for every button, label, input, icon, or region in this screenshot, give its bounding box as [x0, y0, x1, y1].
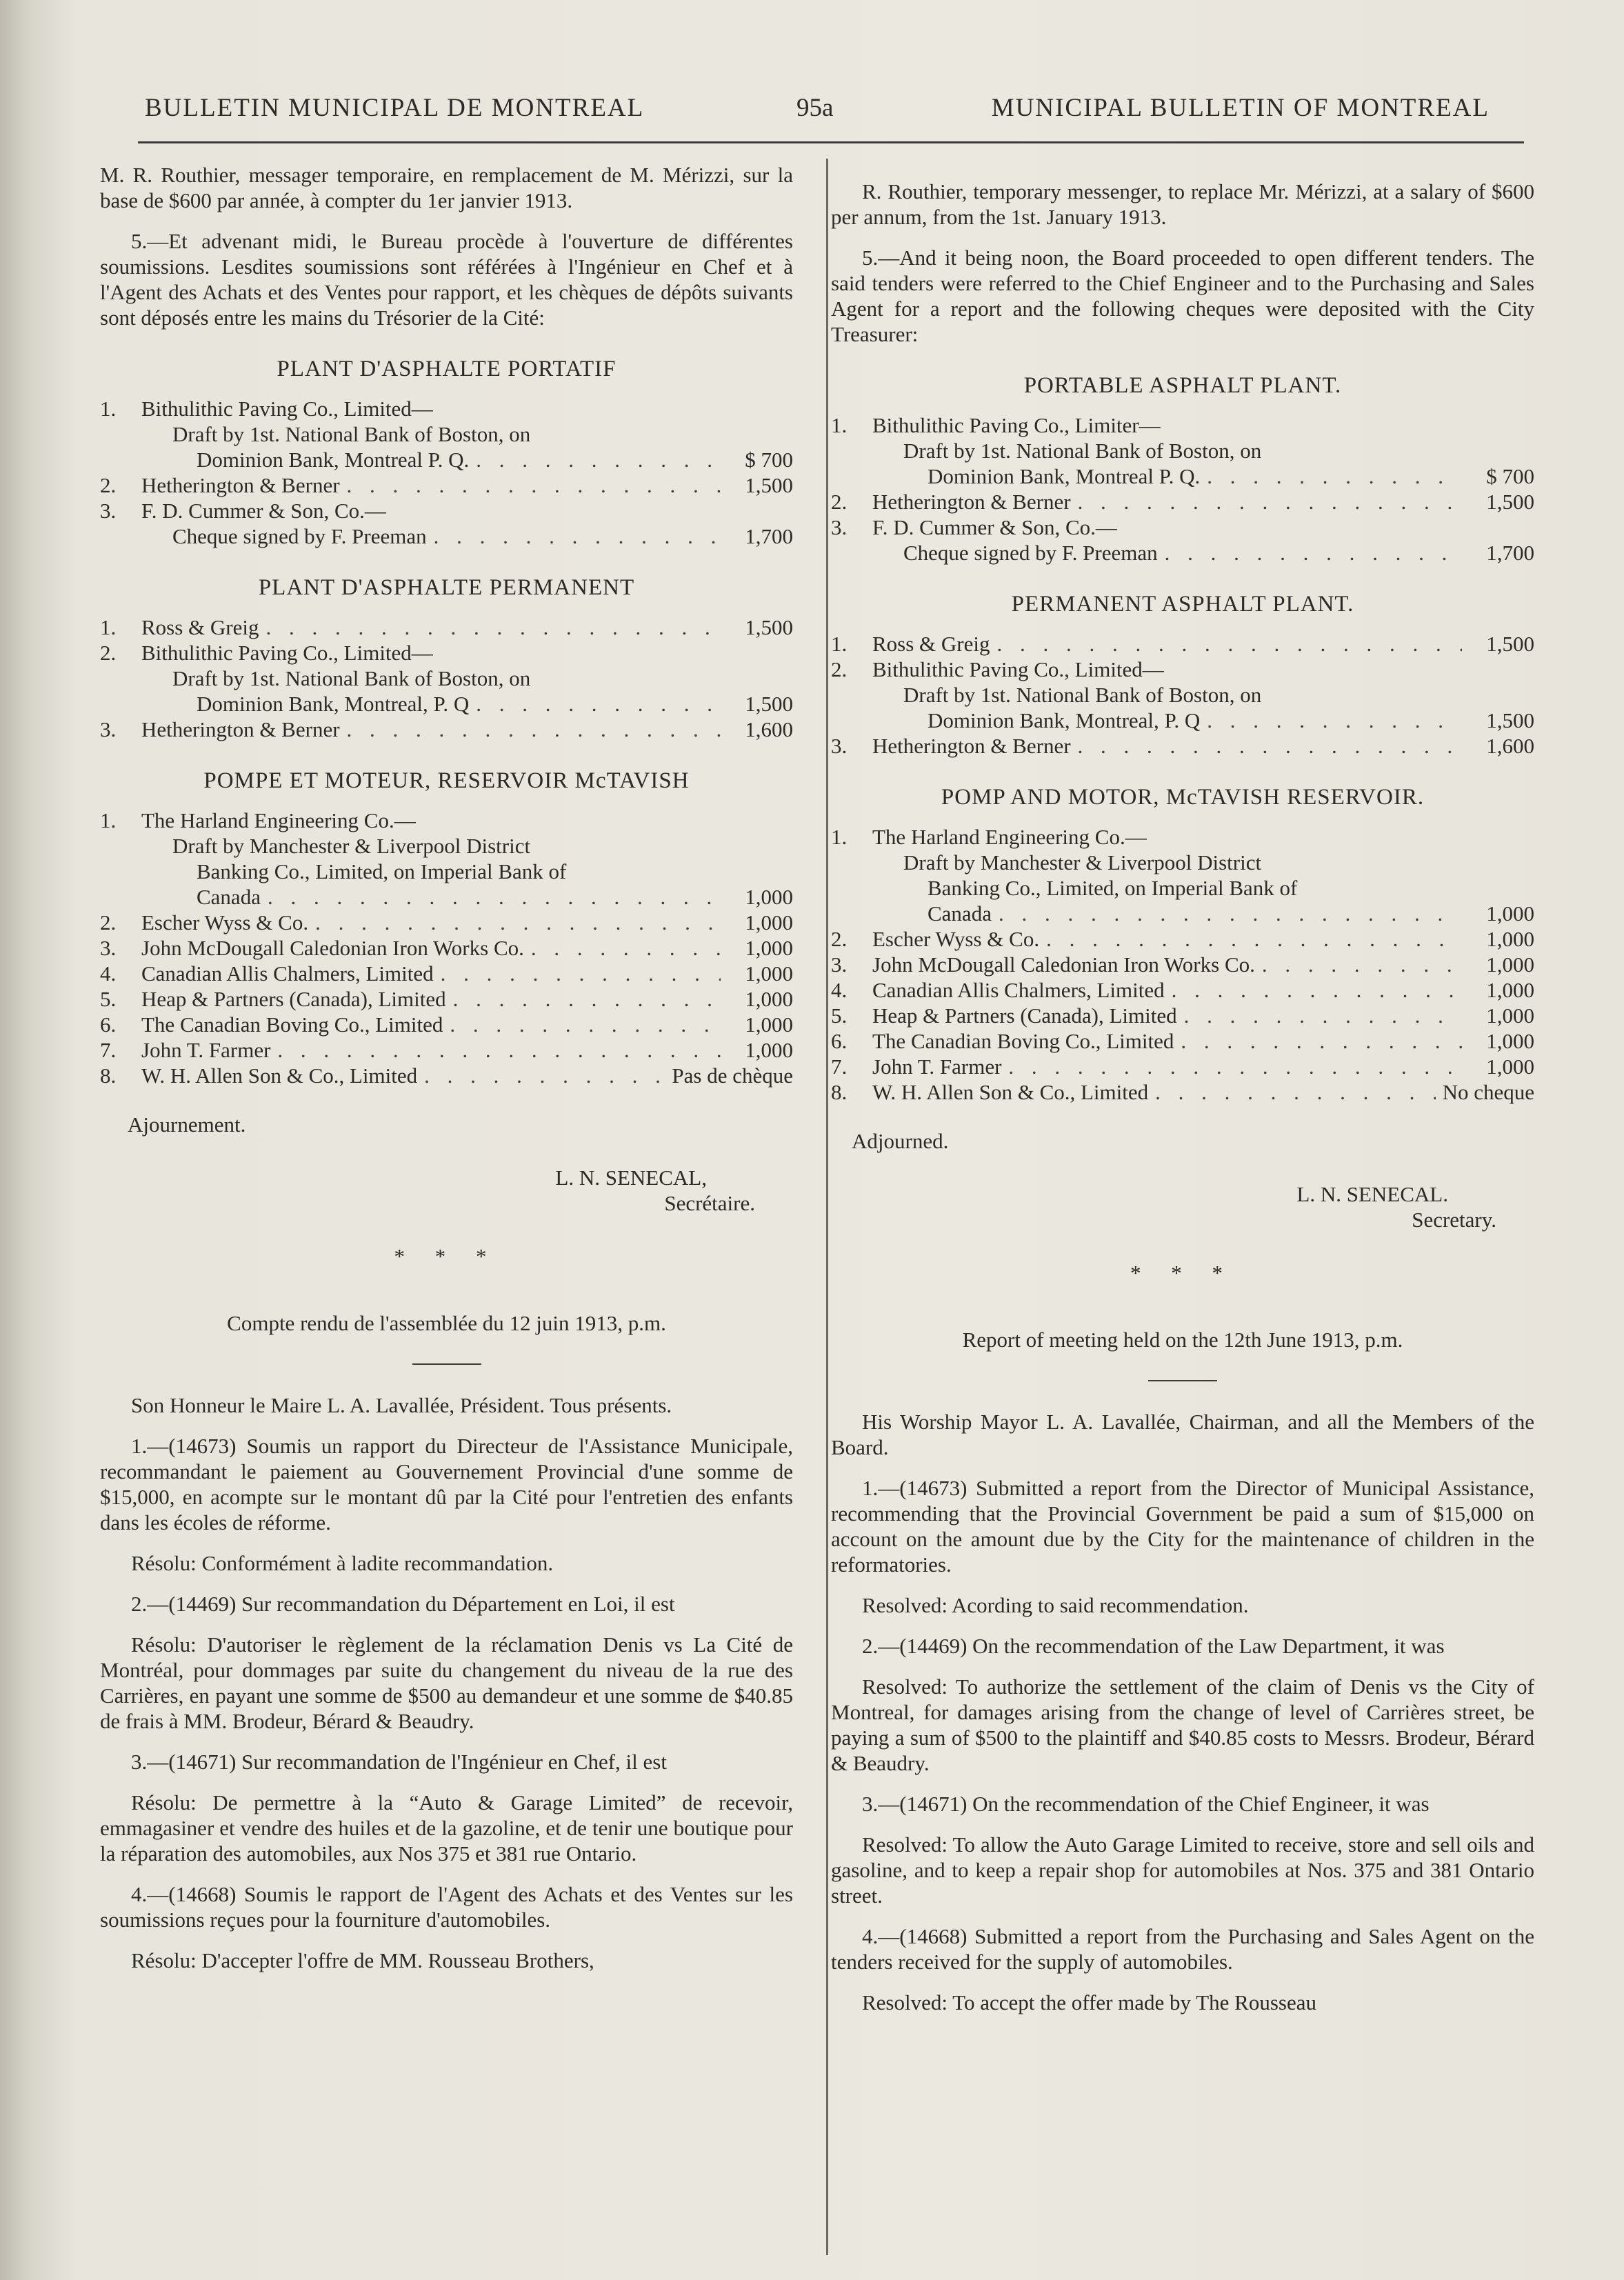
item-name: Bithulithic Paving Co., Limited— [141, 397, 433, 421]
item-number: 4. [100, 961, 117, 986]
leader-dots [1181, 1028, 1462, 1054]
item-name: Ross & Greig [141, 615, 259, 639]
item-amount: 1,000 [1486, 1003, 1534, 1028]
header-title-fr: BULLETIN MUNICIPAL DE MONTREAL [145, 94, 645, 122]
item-name: Hetherington & Berner [872, 734, 1071, 758]
item-amount: 1,700 [1486, 541, 1534, 565]
item-amount: 1,500 [745, 615, 793, 639]
leader-dots [268, 884, 721, 910]
leader-dots [424, 1063, 665, 1088]
item-line [872, 977, 1534, 1003]
item-line [141, 910, 793, 935]
item-line [141, 1063, 793, 1088]
item-detail: Draft by 1st. National Bank of Boston, on [172, 422, 531, 446]
item-amount: No cheque [1442, 1080, 1534, 1104]
section-title: PERMANENT ASPHALT PLANT. [1011, 592, 1354, 617]
section-title: PLANT D'ASPHALTE PORTATIF [277, 357, 616, 381]
resolution-text: Résolu: De permettre à la “Auto & Garage Limited” de recevoir, emmagasiner et vendre des huiles et de la gazoline, et de tenir une boutique pour la réparation des automobiles, aux Nos 375 et 381 rue Ontario. [100, 1790, 793, 1866]
item-number: 7. [831, 1054, 848, 1079]
item-name: Bithulithic Paving Co., Limited— [872, 657, 1164, 681]
item-amount: $ 700 [745, 448, 793, 472]
minute-item: 2.—(14469) Sur recommandation du Département en Loi, il est [131, 1592, 675, 1616]
item-amount: 1,700 [745, 524, 793, 548]
item-name: Heap & Partners (Canada), Limited [872, 1003, 1177, 1028]
item-number: 2. [100, 910, 117, 934]
item-line [141, 691, 793, 717]
list-item [100, 472, 793, 498]
minute-item: 3.—(14671) On the recommendation of the Chief Engineer, it was [862, 1792, 1430, 1816]
leader-dots [266, 614, 721, 640]
leader-dots [277, 1037, 721, 1063]
attendance-text: His Worship Mayor L. A. Lavallée, Chairman, and all the Members of the Board. [831, 1410, 1534, 1459]
item-detail: Dominion Bank, Montreal P. Q. [928, 464, 1201, 488]
item-amount: 1,000 [745, 987, 793, 1011]
leader-dots [1046, 926, 1462, 952]
item-amount: 1,000 [745, 936, 793, 960]
item-line [872, 733, 1534, 759]
page-header [145, 93, 1490, 128]
list-item [831, 977, 1534, 1003]
attendance-text: Son Honneur le Maire L. A. Lavallée, Président. Tous présents. [131, 1393, 672, 1417]
item-line [141, 986, 793, 1012]
column-divider [826, 159, 828, 2255]
leader-dots [1078, 733, 1462, 759]
item-amount: 1,500 [1486, 708, 1534, 732]
item-amount: 1,000 [745, 1038, 793, 1062]
item-detail: Banking Co., Limited, on Imperial Bank of [197, 859, 567, 883]
item-amount: 1,500 [745, 473, 793, 497]
item-detail: Draft by 1st. National Bank of Boston, on [903, 683, 1262, 707]
item-line [141, 1037, 793, 1063]
item-name: Bithulithic Paving Co., Limited— [141, 641, 433, 665]
minute-item: 2.—(14469) On the recommendation of the Law Department, it was [862, 1634, 1445, 1658]
item-line [872, 1079, 1534, 1105]
leader-dots [347, 472, 721, 498]
item-amount: $ 700 [1486, 464, 1534, 488]
item-number: 2. [831, 657, 848, 681]
list-item [100, 640, 793, 717]
leader-dots [476, 691, 721, 717]
item-amount: 1,000 [1486, 1054, 1534, 1079]
intro-paragraph: R. Routhier, temporary messenger, to replace Mr. Mérizzi, at a salary of $600 per annum, from the 1st. January 1913. [831, 179, 1534, 229]
intro-paragraph: M. R. Routhier, messager temporaire, en remplacement de M. Mérizzi, sur la base de $600 par année, à compter du 1er janvier 1913. [100, 163, 793, 212]
leader-dots [1207, 463, 1462, 489]
item-detail: Draft by Manchester & Liverpool District [903, 850, 1262, 874]
item-number: 7. [100, 1038, 117, 1062]
list-item [831, 489, 1534, 514]
item-name: Escher Wyss & Co. [872, 927, 1040, 951]
item-detail: Canada [928, 901, 992, 926]
list-item [100, 1037, 793, 1063]
leader-dots [1078, 489, 1462, 514]
section-title: PLANT D'ASPHALTE PERMANENT [258, 575, 635, 600]
section-separator: * * * [394, 1244, 499, 1268]
resolution-text: Resolved: To accept the offer made by The Rousseau [862, 1990, 1316, 2014]
item-number: 1. [100, 615, 117, 639]
item-amount: 1,000 [745, 910, 793, 934]
item-amount: 1,000 [1486, 1029, 1534, 1053]
french-column [100, 162, 793, 1988]
short-rule [412, 1363, 481, 1365]
item-detail: Cheque signed by F. Preeman [903, 541, 1158, 565]
item-detail: Canada [197, 885, 261, 909]
header-rule [138, 141, 1524, 143]
item-line [141, 717, 793, 742]
item-amount: 1,500 [1486, 632, 1534, 656]
item-name: John McDougall Caledonian Iron Works Co. [141, 936, 524, 960]
list-item [100, 614, 793, 640]
adjourned-text: Adjourned. [852, 1129, 949, 1153]
item-line [141, 961, 793, 986]
item-line [872, 489, 1534, 514]
english-column [831, 162, 1534, 2030]
signature-name: L. N. SENECAL, [555, 1166, 707, 1190]
minute-item: 4.—(14668) Soumis le rapport de l'Agent des Achats et des Ventes sur les soumissions reçues pour la fourniture d'automobiles. [100, 1882, 793, 1932]
item-number: 3. [831, 734, 848, 758]
item-amount: 1,000 [745, 1012, 793, 1037]
item-number: 2. [831, 490, 848, 514]
item-number: 1. [100, 808, 117, 832]
section-title: PORTABLE ASPHALT PLANT. [1023, 373, 1342, 398]
resolution-text: Résolu: D'accepter l'offre de MM. Rousseau Brothers, [131, 1948, 594, 1972]
leader-dots [1155, 1079, 1435, 1105]
item-name: John McDougall Caledonian Iron Works Co. [872, 952, 1255, 977]
item-detail: Cheque signed by F. Preeman [172, 524, 427, 548]
item-number: 6. [100, 1012, 117, 1037]
leader-dots [315, 910, 721, 935]
item-number: 1. [831, 413, 848, 437]
item-line [872, 1003, 1534, 1028]
item-name: The Canadian Boving Co., Limited [872, 1029, 1174, 1053]
minute-item: 3.—(14671) Sur recommandation de l'Ingénieur en Chef, il est [131, 1750, 667, 1774]
item-name: W. H. Allen Son & Co., Limited [141, 1063, 418, 1088]
item-line [872, 463, 1534, 489]
list-item [100, 808, 793, 910]
leader-dots [1262, 952, 1462, 977]
item-line [872, 926, 1534, 952]
item-number: 3. [100, 936, 117, 960]
leader-dots [1207, 708, 1462, 733]
signature-title: Secrétaire. [664, 1191, 755, 1215]
section-title: POMP AND MOTOR, McTAVISH RESERVOIR. [941, 785, 1425, 810]
item-number: 8. [831, 1080, 848, 1104]
tenders-paragraph: 5.—Et advenant midi, le Bureau procède à l'ouverture de différentes soumissions. Lesdites soumissions sont référées à l'Ingénieur en Chef et à l'Agent des Achats et des Ventes pour rapport, et les chèques de dépôts suivants sont déposés entre les mains du Trésorier de la Cité: [100, 229, 793, 330]
item-number: 3. [100, 717, 117, 741]
item-line [141, 1012, 793, 1037]
item-detail: Draft by 1st. National Bank of Boston, on [903, 439, 1262, 463]
header-title-en: MUNICIPAL BULLETIN OF MONTREAL [991, 94, 1490, 122]
item-amount: 1,000 [1486, 952, 1534, 977]
resolution-text: Resolved: Acording to said recommendation. [862, 1593, 1249, 1617]
list-item [100, 1063, 793, 1088]
leader-dots [1184, 1003, 1462, 1028]
minute-item: 4.—(14668) Submitted a report from the Purchasing and Sales Agent on the tenders received for the supply of automobiles. [831, 1924, 1534, 1974]
list-item [100, 935, 793, 961]
list-item [831, 926, 1534, 952]
signature-title: Secretary. [1412, 1208, 1496, 1232]
leader-dots [434, 523, 721, 549]
item-number: 3. [100, 499, 117, 523]
leader-dots [1008, 1054, 1462, 1079]
item-number: 5. [831, 1003, 848, 1028]
adjourned-text: Ajournement. [128, 1112, 246, 1137]
leader-dots [531, 935, 721, 961]
leader-dots [347, 717, 721, 742]
item-name: Hetherington & Berner [141, 717, 340, 741]
list-item [100, 961, 793, 986]
item-line [872, 708, 1534, 733]
item-detail: Banking Co., Limited, on Imperial Bank of [928, 876, 1298, 900]
item-name: Escher Wyss & Co. [141, 910, 309, 934]
item-name: F. D. Cummer & Son, Co.— [141, 499, 386, 523]
resolution-text: Resolved: To allow the Auto Garage Limited to receive, store and sell oils and gasoline, and to keep a repair shop for automobiles at Nos. 375 and 381 Ontario street. [831, 1832, 1534, 1908]
item-name: The Canadian Boving Co., Limited [141, 1012, 443, 1037]
signature-block [100, 1165, 793, 1216]
item-line [141, 447, 793, 472]
leader-dots [441, 961, 721, 986]
list-item [831, 1003, 1534, 1028]
item-line [872, 1028, 1534, 1054]
report-title: Compte rendu de l'assemblée du 12 juin 1913, p.m. [227, 1311, 666, 1335]
item-number: 3. [831, 952, 848, 977]
resolution-text: Résolu: D'autoriser le règlement de la réclamation Denis vs La Cité de Montréal, pour dommages par suite du changement du niveau de la rue des Carrières, en payant une somme de $500 au demandeur et une somme de $40.85 de frais à MM. Brodeur, Bérard & Beaudry. [100, 1632, 793, 1733]
item-line [872, 1054, 1534, 1079]
item-amount: 1,500 [1486, 490, 1534, 514]
item-line [141, 614, 793, 640]
list-item [831, 631, 1534, 657]
minute-item: 1.—(14673) Soumis un rapport du Directeur de l'Assistance Municipale, recommandant le paiement au Gouvernement Provincial d'une somme de $15,000, en acompte sur le montant dû par la Cité pour l'entretien des enfants dans les écoles de réforme. [100, 1434, 793, 1534]
item-number: 8. [100, 1063, 117, 1088]
item-line [141, 935, 793, 961]
item-name: Canadian Allis Chalmers, Limited [141, 961, 434, 986]
item-amount: 1,000 [1486, 978, 1534, 1002]
item-number: 4. [831, 978, 848, 1002]
item-detail: Dominion Bank, Montreal, P. Q [197, 692, 470, 716]
signature-block [831, 1181, 1534, 1232]
item-name: John T. Farmer [872, 1054, 1002, 1079]
item-line [141, 472, 793, 498]
resolution-text: Resolved: To authorize the settlement of the claim of Denis vs the City of Montreal, for damages arising from the change of level of Carrières street, be paying a sum of $500 to the plaintiff and $40.85 costs to Messrs. Brodeur, Bérard & Beaudry. [831, 1674, 1534, 1775]
item-name: W. H. Allen Son & Co., Limited [872, 1080, 1149, 1104]
list-item [831, 412, 1534, 489]
item-line [872, 540, 1534, 566]
list-item [831, 657, 1534, 733]
leader-dots [999, 901, 1462, 926]
list-item [100, 986, 793, 1012]
item-detail: Dominion Bank, Montreal P. Q. [197, 448, 470, 472]
item-number: 5. [100, 987, 117, 1011]
item-amount: 1,000 [1486, 927, 1534, 951]
item-name: John T. Farmer [141, 1038, 271, 1062]
list-item [100, 717, 793, 742]
item-name: The Harland Engineering Co.— [141, 808, 416, 832]
item-amount: Pas de chèque [672, 1063, 793, 1088]
tenders-paragraph: 5.—And it being noon, the Board proceeded to open different tenders. The said tenders were referred to the Chief Engineer and to the Purchasing and Sales Agent for a report and the following cheques were deposited with the City Treasurer: [831, 246, 1534, 346]
list-item [831, 733, 1534, 759]
signature-name: L. N. SENECAL. [1296, 1182, 1448, 1206]
list-item [100, 910, 793, 935]
item-line [872, 901, 1534, 926]
section-separator: * * * [1130, 1261, 1235, 1285]
list-item [100, 1012, 793, 1037]
report-title: Report of meeting held on the 12th June 1913, p.m. [962, 1328, 1403, 1352]
item-number: 2. [831, 927, 848, 951]
item-amount: 1,000 [745, 961, 793, 986]
leader-dots [476, 447, 721, 472]
item-detail: Dominion Bank, Montreal, P. Q [928, 708, 1201, 732]
item-line [872, 952, 1534, 977]
leader-dots [1165, 540, 1462, 566]
list-item [831, 514, 1534, 566]
item-number: 1. [831, 825, 848, 849]
leader-dots [453, 986, 721, 1012]
item-amount: 1,600 [1486, 734, 1534, 758]
item-detail: Draft by 1st. National Bank of Boston, on [172, 666, 531, 690]
leader-dots [450, 1012, 721, 1037]
item-name: Heap & Partners (Canada), Limited [141, 987, 446, 1011]
short-rule [1148, 1380, 1217, 1381]
item-amount: 1,500 [745, 692, 793, 716]
item-amount: 1,000 [745, 885, 793, 909]
item-name: Hetherington & Berner [141, 473, 340, 497]
item-name: The Harland Engineering Co.— [872, 825, 1147, 849]
list-item [831, 1054, 1534, 1079]
item-line [141, 523, 793, 549]
item-line [872, 631, 1534, 657]
item-amount: 1,000 [1486, 901, 1534, 926]
list-item [100, 396, 793, 472]
item-number: 2. [100, 473, 117, 497]
item-number: 1. [831, 632, 848, 656]
item-name: Ross & Greig [872, 632, 990, 656]
item-number: 6. [831, 1029, 848, 1053]
minute-item: 1.—(14673) Submitted a report from the Director of Municipal Assistance, recommending that the Provincial Government be paid a sum of $15,000 on account on the amount due by the City for the maintenance of children in the reformatories. [831, 1476, 1534, 1577]
page-number: 95a [796, 94, 834, 122]
item-name: F. D. Cummer & Son, Co.— [872, 515, 1117, 539]
item-name: Canadian Allis Chalmers, Limited [872, 978, 1165, 1002]
list-item [100, 498, 793, 549]
list-item [831, 952, 1534, 977]
resolution-text: Résolu: Conformément à ladite recommandation. [131, 1551, 554, 1575]
list-item [831, 1028, 1534, 1054]
list-item [831, 824, 1534, 926]
leader-dots [997, 631, 1463, 657]
item-number: 3. [831, 515, 848, 539]
item-name: Bithulithic Paving Co., Limiter— [872, 413, 1161, 437]
item-number: 2. [100, 641, 117, 665]
section-title: POMPE ET MOTEUR, RESERVOIR McTAVISH [203, 768, 690, 793]
list-item [831, 1079, 1534, 1105]
item-name: Hetherington & Berner [872, 490, 1071, 514]
item-line [141, 884, 793, 910]
item-amount: 1,600 [745, 717, 793, 741]
item-detail: Draft by Manchester & Liverpool District [172, 834, 531, 858]
item-number: 1. [100, 397, 117, 421]
leader-dots [1172, 977, 1462, 1003]
